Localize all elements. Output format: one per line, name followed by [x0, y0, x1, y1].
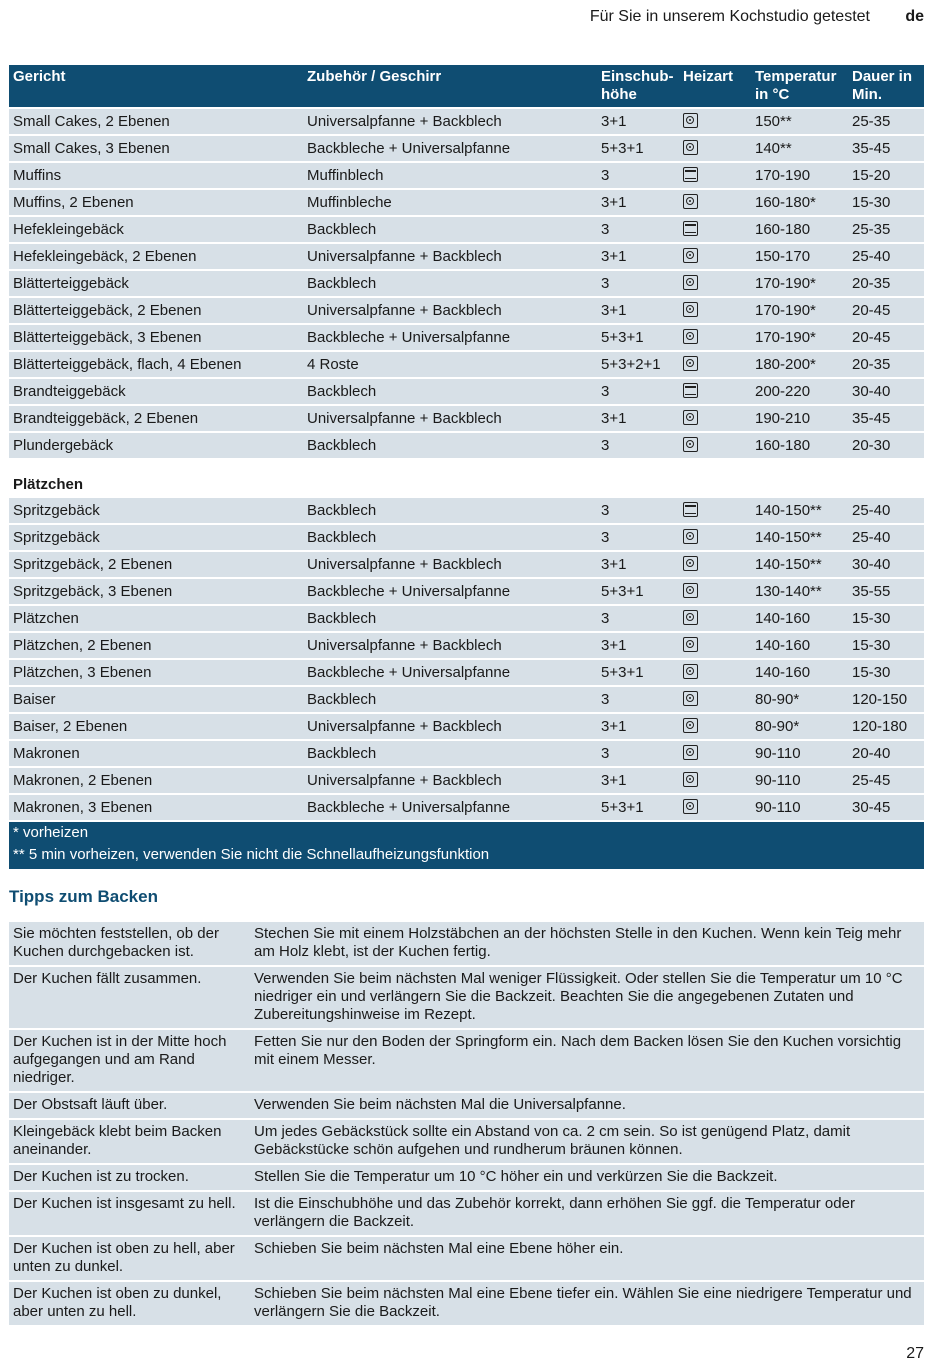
accessory-cell: Backblech	[303, 686, 597, 713]
baking-table	[9, 65, 924, 869]
fan-icon	[683, 194, 698, 209]
accessory-cell: Backbleche + Universalpfanne	[303, 324, 597, 351]
heat-cell	[679, 497, 751, 524]
level-cell: 3	[597, 605, 679, 632]
tips-title: Tipps zum Backen	[9, 887, 158, 906]
temperature-cell: 90-110	[751, 740, 848, 767]
dish-cell: Blätterteiggebäck	[9, 270, 303, 297]
fan-icon	[683, 799, 698, 814]
fan-icon	[683, 329, 698, 344]
duration-cell: 120-150	[848, 686, 924, 713]
temperature-cell: 140-150**	[751, 524, 848, 551]
fan-icon	[683, 664, 698, 679]
level-cell: 3	[597, 432, 679, 459]
dish-cell: Baiser	[9, 686, 303, 713]
accessory-cell: Muffinbleche	[303, 189, 597, 216]
dish-cell: Makronen	[9, 740, 303, 767]
accessory-cell: Backbleche + Universalpfanne	[303, 659, 597, 686]
table-header-row	[9, 65, 924, 108]
table-row	[9, 297, 924, 324]
baking-table-body	[9, 108, 924, 869]
tip-problem: Kleingebäck klebt beim Backen aneinander.	[9, 1119, 250, 1164]
accessory-cell: Backblech	[303, 524, 597, 551]
temperature-cell: 170-190	[751, 162, 848, 189]
fan-icon	[683, 356, 698, 371]
table-row	[9, 524, 924, 551]
table-row	[9, 605, 924, 632]
level-cell: 5+3+1	[597, 578, 679, 605]
heat-cell	[679, 659, 751, 686]
table-row	[9, 108, 924, 135]
fan-icon	[683, 718, 698, 733]
temperature-cell: 140-150**	[751, 497, 848, 524]
table-row	[9, 324, 924, 351]
table-row	[9, 270, 924, 297]
dish-cell: Brandteiggebäck	[9, 378, 303, 405]
duration-cell: 25-40	[848, 497, 924, 524]
accessory-cell: Universalpfanne + Backblech	[303, 108, 597, 135]
column-header: Zubehör / Geschirr	[303, 65, 597, 108]
dish-cell: Spritzgebäck, 2 Ebenen	[9, 551, 303, 578]
heat-cell	[679, 378, 751, 405]
level-cell: 5+3+2+1	[597, 351, 679, 378]
heat-cell	[679, 243, 751, 270]
fan-icon	[683, 529, 698, 544]
temperature-cell: 160-180	[751, 216, 848, 243]
level-cell: 3+1	[597, 632, 679, 659]
dish-cell: Baiser, 2 Ebenen	[9, 713, 303, 740]
table-row	[9, 189, 924, 216]
temperature-cell: 150-170	[751, 243, 848, 270]
duration-cell: 20-45	[848, 297, 924, 324]
level-cell: 3+1	[597, 189, 679, 216]
table-row	[9, 632, 924, 659]
footnote: * vorheizen	[9, 821, 924, 844]
tip-problem: Der Obstsaft läuft über.	[9, 1092, 250, 1119]
level-cell: 5+3+1	[597, 794, 679, 821]
accessory-cell: Universalpfanne + Backblech	[303, 767, 597, 794]
table-row	[9, 767, 924, 794]
table-row	[9, 578, 924, 605]
fan-icon	[683, 302, 698, 317]
tip-problem: Der Kuchen fällt zusammen.	[9, 966, 250, 1029]
temperature-cell: 170-190*	[751, 297, 848, 324]
temperature-cell: 140-160	[751, 659, 848, 686]
footnote-row	[9, 844, 924, 869]
heat-cell	[679, 740, 751, 767]
fan-icon	[683, 691, 698, 706]
dish-cell: Small Cakes, 2 Ebenen	[9, 108, 303, 135]
table-row	[9, 740, 924, 767]
tips-table	[9, 920, 924, 1325]
heat-cell	[679, 108, 751, 135]
dish-cell: Plätzchen, 3 Ebenen	[9, 659, 303, 686]
column-header: Gericht	[9, 65, 303, 108]
heat-cell	[679, 351, 751, 378]
duration-cell: 20-30	[848, 432, 924, 459]
duration-cell: 35-45	[848, 405, 924, 432]
dish-cell: Blätterteiggebäck, 3 Ebenen	[9, 324, 303, 351]
table-row	[9, 713, 924, 740]
table-row	[9, 351, 924, 378]
level-cell: 5+3+1	[597, 135, 679, 162]
heat-cell	[679, 578, 751, 605]
accessory-cell: Universalpfanne + Backblech	[303, 297, 597, 324]
duration-cell: 15-30	[848, 605, 924, 632]
heat-cell	[679, 162, 751, 189]
column-header: Heizart	[679, 65, 751, 108]
accessory-cell: Backbleche + Universalpfanne	[303, 135, 597, 162]
dish-cell: Plundergebäck	[9, 432, 303, 459]
language-code: de	[905, 8, 924, 25]
heat-cell	[679, 189, 751, 216]
temperature-cell: 130-140**	[751, 578, 848, 605]
heat-cell	[679, 324, 751, 351]
tips-table-body	[9, 921, 924, 1325]
table-row	[9, 243, 924, 270]
dish-cell: Small Cakes, 3 Ebenen	[9, 135, 303, 162]
footnote-row	[9, 821, 924, 844]
level-cell: 3	[597, 270, 679, 297]
heat-cell	[679, 767, 751, 794]
level-cell: 3	[597, 216, 679, 243]
tip-solution: Stechen Sie mit einem Holzstäbchen an der höchsten Stelle in den Kuchen. Wenn kein Teig mehr am Holz klebt, ist der Kuchen fertig.	[250, 921, 924, 966]
table-row	[9, 432, 924, 459]
table-row	[9, 794, 924, 821]
tip-solution: Verwenden Sie beim nächsten Mal die Universalpfanne.	[250, 1092, 924, 1119]
dish-cell: Brandteiggebäck, 2 Ebenen	[9, 405, 303, 432]
temperature-cell: 200-220	[751, 378, 848, 405]
duration-cell: 15-30	[848, 632, 924, 659]
temperature-cell: 80-90*	[751, 713, 848, 740]
level-cell: 3+1	[597, 713, 679, 740]
fan-icon	[683, 437, 698, 452]
column-header: Einschub- höhe	[597, 65, 679, 108]
fan-icon	[683, 583, 698, 598]
heat-cell	[679, 524, 751, 551]
column-header: Dauer in Min.	[848, 65, 924, 108]
duration-cell: 15-20	[848, 162, 924, 189]
level-cell: 3	[597, 686, 679, 713]
level-cell: 3+1	[597, 297, 679, 324]
tip-problem: Der Kuchen ist insgesamt zu hell.	[9, 1191, 250, 1236]
temperature-cell: 160-180	[751, 432, 848, 459]
tip-row	[9, 1191, 924, 1236]
duration-cell: 15-30	[848, 659, 924, 686]
tip-row	[9, 1029, 924, 1092]
dish-cell: Plätzchen, 2 Ebenen	[9, 632, 303, 659]
tip-solution: Verwenden Sie beim nächsten Mal weniger Flüssigkeit. Oder stellen Sie die Temperatur um 10 °C niedriger ein und verlängern Sie die Backzeit. Beachten Sie die angegebenen Zutaten und Zubereitungshinweise im Rezept.	[250, 966, 924, 1029]
dish-cell: Blätterteiggebäck, flach, 4 Ebenen	[9, 351, 303, 378]
section-row	[9, 459, 924, 497]
dish-cell: Hefekleingebäck, 2 Ebenen	[9, 243, 303, 270]
duration-cell: 20-35	[848, 270, 924, 297]
temperature-cell: 90-110	[751, 767, 848, 794]
temperature-cell: 190-210	[751, 405, 848, 432]
level-cell: 3	[597, 497, 679, 524]
level-cell: 3	[597, 162, 679, 189]
temperature-cell: 80-90*	[751, 686, 848, 713]
tip-row	[9, 921, 924, 966]
temperature-cell: 140-160	[751, 605, 848, 632]
duration-cell: 120-180	[848, 713, 924, 740]
accessory-cell: Backblech	[303, 432, 597, 459]
level-cell: 5+3+1	[597, 324, 679, 351]
accessory-cell: Backbleche + Universalpfanne	[303, 578, 597, 605]
section-title: Plätzchen	[9, 459, 924, 497]
heat-cell	[679, 551, 751, 578]
duration-cell: 25-35	[848, 108, 924, 135]
temperature-cell: 140-160	[751, 632, 848, 659]
fan-icon	[683, 275, 698, 290]
accessory-cell: Backblech	[303, 497, 597, 524]
temperature-cell: 90-110	[751, 794, 848, 821]
duration-cell: 35-45	[848, 135, 924, 162]
level-cell: 3+1	[597, 243, 679, 270]
table-row	[9, 135, 924, 162]
page-number: 27	[906, 1345, 924, 1362]
duration-cell: 20-40	[848, 740, 924, 767]
tip-row	[9, 1281, 924, 1325]
dish-cell: Spritzgebäck, 3 Ebenen	[9, 578, 303, 605]
heat-cell	[679, 432, 751, 459]
duration-cell: 15-30	[848, 189, 924, 216]
table-row	[9, 551, 924, 578]
table-row	[9, 216, 924, 243]
accessory-cell: Backblech	[303, 216, 597, 243]
table-row	[9, 405, 924, 432]
table-row	[9, 162, 924, 189]
table-row	[9, 659, 924, 686]
heat-cell	[679, 713, 751, 740]
level-cell: 3+1	[597, 405, 679, 432]
tip-solution: Ist die Einschubhöhe und das Zubehör korrekt, dann erhöhen Sie ggf. die Temperatur oder verlängern die Backzeit.	[250, 1191, 924, 1236]
duration-cell: 20-35	[848, 351, 924, 378]
table-row	[9, 378, 924, 405]
accessory-cell: Universalpfanne + Backblech	[303, 632, 597, 659]
temperature-cell: 160-180*	[751, 189, 848, 216]
level-cell: 3	[597, 524, 679, 551]
heat-cell	[679, 686, 751, 713]
duration-cell: 30-45	[848, 794, 924, 821]
temperature-cell: 180-200*	[751, 351, 848, 378]
fan-icon	[683, 772, 698, 787]
dish-cell: Makronen, 3 Ebenen	[9, 794, 303, 821]
heat-cell	[679, 632, 751, 659]
accessory-cell: Backblech	[303, 605, 597, 632]
duration-cell: 35-55	[848, 578, 924, 605]
tip-problem: Der Kuchen ist oben zu hell, aber unten zu dunkel.	[9, 1236, 250, 1281]
level-cell: 5+3+1	[597, 659, 679, 686]
fan-icon	[683, 140, 698, 155]
top-bottom-heat-icon	[683, 167, 698, 182]
duration-cell: 30-40	[848, 551, 924, 578]
fan-icon	[683, 248, 698, 263]
heat-cell	[679, 216, 751, 243]
header-title: Für Sie in unserem Kochstudio getestet	[589, 8, 870, 25]
tip-solution: Schieben Sie beim nächsten Mal eine Ebene tiefer ein. Wählen Sie eine niedrigere Temperatur und verlängern Sie die Backzeit.	[250, 1281, 924, 1325]
tip-problem: Der Kuchen ist oben zu dunkel, aber unten zu hell.	[9, 1281, 250, 1325]
accessory-cell: Universalpfanne + Backblech	[303, 405, 597, 432]
fan-icon	[683, 556, 698, 571]
table-row	[9, 497, 924, 524]
duration-cell: 25-40	[848, 524, 924, 551]
level-cell: 3+1	[597, 551, 679, 578]
tip-row	[9, 1119, 924, 1164]
temperature-cell: 140**	[751, 135, 848, 162]
top-bottom-heat-icon	[683, 502, 698, 517]
tip-problem: Der Kuchen ist zu trocken.	[9, 1164, 250, 1191]
tip-row	[9, 1236, 924, 1281]
tip-row	[9, 1092, 924, 1119]
duration-cell: 30-40	[848, 378, 924, 405]
fan-icon	[683, 610, 698, 625]
tip-solution: Schieben Sie beim nächsten Mal eine Ebene höher ein.	[250, 1236, 924, 1281]
heat-cell	[679, 794, 751, 821]
level-cell: 3	[597, 740, 679, 767]
fan-icon	[683, 745, 698, 760]
level-cell: 3+1	[597, 108, 679, 135]
accessory-cell: Universalpfanne + Backblech	[303, 551, 597, 578]
tip-row	[9, 1164, 924, 1191]
accessory-cell: Backblech	[303, 740, 597, 767]
duration-cell: 25-40	[848, 243, 924, 270]
temperature-cell: 170-190*	[751, 270, 848, 297]
dish-cell: Hefekleingebäck	[9, 216, 303, 243]
accessory-cell: Backblech	[303, 270, 597, 297]
duration-cell: 25-45	[848, 767, 924, 794]
top-bottom-heat-icon	[683, 221, 698, 236]
level-cell: 3+1	[597, 767, 679, 794]
dish-cell: Spritzgebäck	[9, 524, 303, 551]
dish-cell: Plätzchen	[9, 605, 303, 632]
tip-row	[9, 966, 924, 1029]
accessory-cell: Universalpfanne + Backblech	[303, 243, 597, 270]
duration-cell: 20-45	[848, 324, 924, 351]
fan-icon	[683, 637, 698, 652]
heat-cell	[679, 135, 751, 162]
tip-solution: Stellen Sie die Temperatur um 10 °C höher ein und verkürzen Sie die Backzeit.	[250, 1164, 924, 1191]
footnote: ** 5 min vorheizen, verwenden Sie nicht die Schnellaufheizungsfunktion	[9, 844, 924, 869]
page-header	[0, 8, 950, 30]
accessory-cell: 4 Roste	[303, 351, 597, 378]
level-cell: 3	[597, 378, 679, 405]
accessory-cell: Backblech	[303, 378, 597, 405]
top-bottom-heat-icon	[683, 383, 698, 398]
table-row	[9, 686, 924, 713]
fan-icon	[683, 410, 698, 425]
heat-cell	[679, 605, 751, 632]
column-header: Temperatur in °C	[751, 65, 848, 108]
accessory-cell: Backbleche + Universalpfanne	[303, 794, 597, 821]
tip-problem: Der Kuchen ist in der Mitte hoch aufgegangen und am Rand niedriger.	[9, 1029, 250, 1092]
dish-cell: Makronen, 2 Ebenen	[9, 767, 303, 794]
fan-icon	[683, 113, 698, 128]
heat-cell	[679, 270, 751, 297]
heat-cell	[679, 405, 751, 432]
dish-cell: Blätterteiggebäck, 2 Ebenen	[9, 297, 303, 324]
dish-cell: Muffins, 2 Ebenen	[9, 189, 303, 216]
temperature-cell: 150**	[751, 108, 848, 135]
dish-cell: Muffins	[9, 162, 303, 189]
temperature-cell: 140-150**	[751, 551, 848, 578]
temperature-cell: 170-190*	[751, 324, 848, 351]
tip-problem: Sie möchten feststellen, ob der Kuchen durchgebacken ist.	[9, 921, 250, 966]
accessory-cell: Muffinblech	[303, 162, 597, 189]
tip-solution: Fetten Sie nur den Boden der Springform ein. Nach dem Backen lösen Sie den Kuchen vorsichtig mit einem Messer.	[250, 1029, 924, 1092]
tip-solution: Um jedes Gebäckstück sollte ein Abstand von ca. 2 cm sein. So ist genügend Platz, damit Gebäckstücke schön aufgehen und rundherum bräunen können.	[250, 1119, 924, 1164]
heat-cell	[679, 297, 751, 324]
accessory-cell: Universalpfanne + Backblech	[303, 713, 597, 740]
dish-cell: Spritzgebäck	[9, 497, 303, 524]
duration-cell: 25-35	[848, 216, 924, 243]
